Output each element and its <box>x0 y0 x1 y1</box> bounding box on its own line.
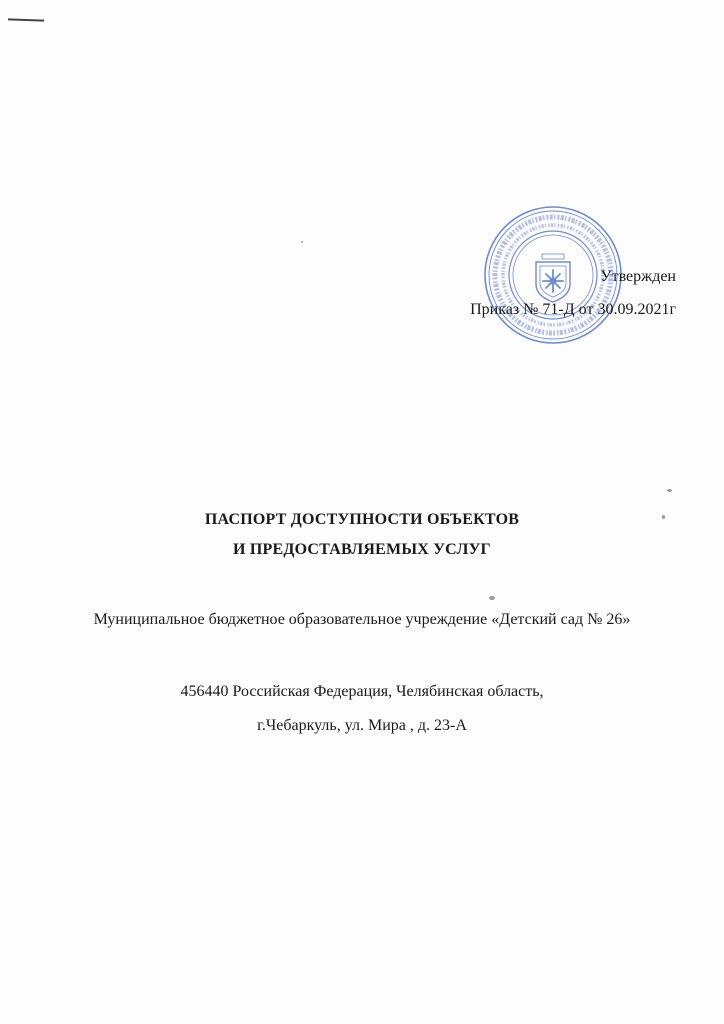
document-title-line-1: ПАСПОРТ ДОСТУПНОСТИ ОБЪЕКТОВ <box>204 511 520 528</box>
scan-speck <box>667 489 672 492</box>
address-line-1: 456440 Российская Федерация, Челябинская область, <box>180 683 544 700</box>
scan-speck <box>662 515 665 519</box>
approval-label: Утвержден <box>600 268 676 285</box>
address-line-2: г.Чебаркуль, ул. Мира , д. 23-А <box>257 717 467 734</box>
organization-name: Муниципальное бюджетное образовательное учреждение «Детский сад № 26» <box>93 611 631 628</box>
document-title-line-2: И ПРЕДОСТАВЛЯЕМЫХ УСЛУГ <box>233 541 491 558</box>
scan-speck <box>301 241 303 243</box>
approval-order: Приказ № 71-Д от 30.09.2021г <box>470 301 676 318</box>
scan-speck <box>489 596 495 600</box>
scan-mark <box>8 18 44 21</box>
